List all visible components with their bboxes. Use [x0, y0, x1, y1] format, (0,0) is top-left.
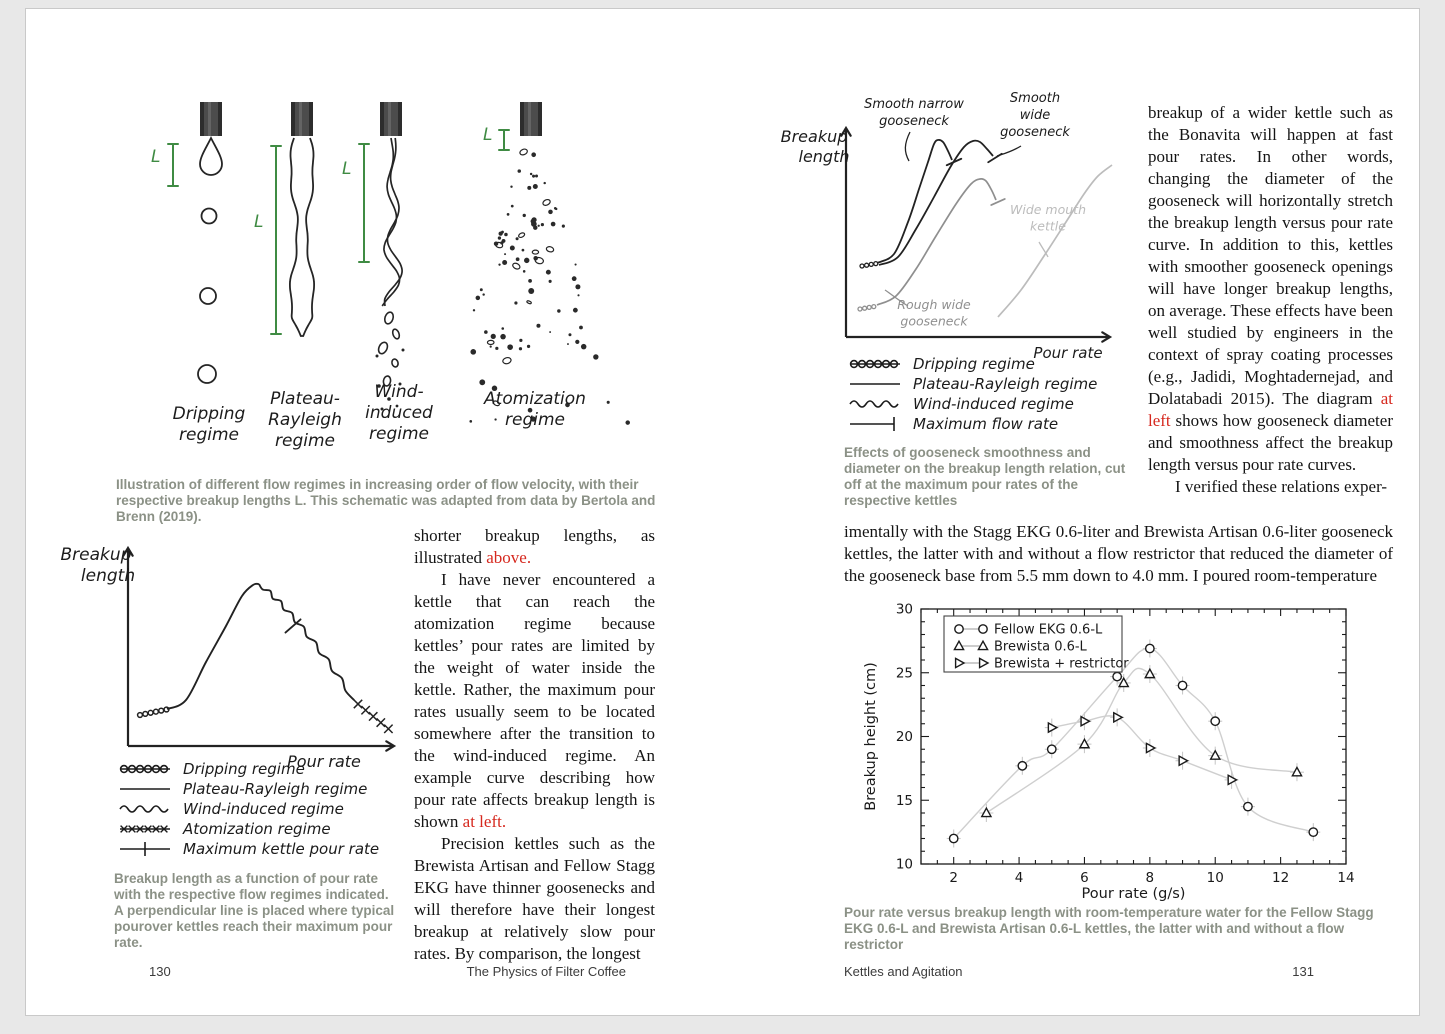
legend-label: Wind-induced regime — [183, 800, 344, 818]
line-legend-symbol — [118, 781, 174, 797]
dripping-segment — [143, 712, 148, 717]
smooth-narrow-curve — [877, 140, 952, 263]
length-bracket — [168, 144, 178, 186]
line-legend-symbol — [848, 376, 904, 392]
plot-legend-label: Brewista 0.6-L — [994, 639, 1087, 655]
crossref-text: above. — [486, 548, 532, 567]
y-axis-label: Breakup — [780, 127, 848, 146]
annotation-wide-mouth: kettle — [1030, 218, 1066, 234]
right-page-footer — [844, 964, 1314, 979]
wind-induced-segment — [259, 584, 354, 700]
breakup-length-symbol: L — [483, 125, 493, 145]
annotation-rough-wide: gooseneck — [900, 313, 968, 329]
y-tick-label: 15 — [895, 792, 913, 809]
body-text-run: Precision kettles such as the Brewista Artisan and Fellow Stagg EKG have thinner goosenecks and will therefore have their longest breakup at relatively slow pour rates. By comparison, the longest — [414, 834, 655, 963]
x-tick-label: 8 — [1145, 870, 1155, 886]
annotation-smooth-narrow: gooseneck — [879, 114, 949, 129]
length-bracket — [271, 146, 281, 334]
crossref-text: at left. — [462, 812, 507, 831]
gooseneck-sketch-legend — [848, 354, 1097, 434]
falling-drop — [200, 288, 216, 304]
annotation-rough-wide: Rough wide — [897, 297, 971, 312]
dripping-segment — [159, 708, 164, 713]
left-text-column — [414, 525, 655, 965]
legend-entry — [848, 354, 1097, 374]
regime-label: induced — [365, 403, 433, 423]
regime-label: regime — [505, 410, 565, 430]
breakup-height-plot — [856, 599, 1371, 901]
book-spread-page — [25, 8, 1420, 1016]
x-tick-label: 2 — [949, 870, 958, 886]
rayleigh-segment — [167, 584, 259, 709]
smooth-wide-curve — [879, 141, 993, 265]
legend-label: Wind-induced regime — [913, 395, 1074, 413]
y-tick-label: 30 — [895, 601, 913, 618]
legend-entry — [118, 779, 379, 799]
max-pour-rate-tick — [991, 199, 1005, 205]
regime-label: Wind- — [374, 382, 424, 402]
gooseneck-sketch-chart — [776, 91, 1126, 369]
dripping-segment — [148, 710, 153, 715]
plot-y-axis-label: Breakup height (cm) — [863, 662, 879, 811]
y-tick-label: 20 — [895, 729, 913, 745]
plot-legend-label: Fellow EKG 0.6-L — [994, 622, 1103, 638]
data-point-circle — [1113, 672, 1121, 680]
figure-caption-regimes: Illustration of different flow regimes in increasing order of flow velocity, with their respective breakup lengths L. This schematic was adapted from data by Bertola and Brenn (2019). — [116, 477, 656, 524]
falling-drop — [202, 209, 217, 224]
liquid-column — [290, 138, 314, 336]
droplet-dot — [376, 355, 379, 358]
legend-entry — [118, 839, 379, 859]
kettle-nozzle — [380, 102, 402, 136]
legend-entry — [848, 394, 1097, 414]
y-tick-label: 10 — [895, 856, 913, 873]
x-axis-label: Pour rate — [287, 752, 361, 771]
paragraph — [414, 569, 655, 833]
wide-paragraph — [844, 521, 1393, 587]
circles-legend-symbol — [848, 356, 904, 372]
annotation-smooth-wide: gooseneck — [1000, 125, 1070, 140]
y-axis-label: Breakup — [60, 545, 132, 565]
plot-legend — [944, 616, 1129, 672]
annotation-smooth-wide: Smooth — [1009, 91, 1061, 106]
page-number-right: 131 — [1292, 964, 1314, 979]
x-tick-label: 10 — [1206, 870, 1224, 886]
right-text-column — [1148, 102, 1393, 498]
dripping-segment — [138, 713, 143, 718]
body-text-run: breakup of a wider kettle such as the Bonavita will happen at fast pour rates. In other words, changing the diameter of the gooseneck will horizontally stretch the breakup length versus pour rate curve. In addition to this, kettles with smoother gooseneck openings will have longer breakup lengths, on average. These effects have been well studied by engineers in the context of spray coating processes (e.g., Jadidi, Moghtadernejad, and Dolatabadi 2015). The diagram — [1148, 103, 1393, 408]
legend-label: Plateau-Rayleigh regime — [183, 780, 368, 798]
body-text-run: I have never encountered a kettle that can reach the atomization regime because kettles’ pour rates are limited by the weight of water inside the kettle. Rather, the maximum pour rates usually seem to be located somewhere after the transition to the wind-induced regime. An example curve describing how pour rate affects breakup length is shown — [414, 570, 655, 831]
data-point-circle — [955, 625, 963, 633]
body-text-run: I verified these relations exper- — [1175, 477, 1388, 496]
data-point-circle — [1048, 745, 1056, 753]
regime-label: regime — [179, 425, 239, 445]
legend-label: Plateau-Rayleigh regime — [913, 375, 1098, 393]
regime-label: Plateau- — [270, 389, 340, 409]
breakup-length-symbol: L — [342, 159, 352, 179]
x-tick-label: 12 — [1272, 870, 1290, 886]
x-tick-label: 4 — [1014, 870, 1024, 886]
paragraph: imentally with the Stagg EKG 0.6-liter and Brewista Artisan 0.6-liter gooseneck kettles, the latter with and without a flow restrictor that reduced the diameter of the gooseneck base from 5.5 mm down to 4.0 mm. I poured room-temperature — [844, 522, 1393, 585]
data-point-circle — [979, 625, 987, 633]
regime-label: Dripping — [172, 404, 246, 424]
figure-caption-plot: Pour rate versus breakup length with room-temperature water for the Fellow Stagg EKG 0.6-L and Brewista Artisan 0.6-L kettles, the latter with and without a flow restrictor — [844, 905, 1374, 952]
breakup-length-sketch-chart — [56, 534, 406, 784]
y-axis-label: length — [798, 147, 850, 166]
annotation-smooth-narrow: Smooth narrow — [864, 97, 964, 112]
paragraph — [414, 833, 655, 965]
legend-entry — [118, 799, 379, 819]
legend-entry — [118, 819, 379, 839]
kettle-nozzle — [200, 102, 222, 136]
sketch-chart-legend — [118, 759, 379, 859]
dripping-segment — [154, 709, 159, 714]
length-bracket — [499, 130, 509, 150]
paragraph — [1148, 476, 1393, 498]
rough-wide-curve — [877, 179, 996, 305]
data-point-circle — [1018, 762, 1026, 770]
annotation-smooth-wide: wide — [1019, 108, 1051, 123]
wide-mouth-curve — [998, 165, 1112, 317]
data-point-circle — [1178, 681, 1186, 689]
falling-drop — [198, 365, 216, 383]
crossref-text: at left — [1148, 389, 1393, 430]
legend-entry — [118, 759, 379, 779]
left-page-footer — [149, 964, 626, 979]
data-point-circle — [1146, 644, 1154, 652]
wavy-legend-symbol — [848, 396, 904, 412]
breakup-blob — [391, 358, 399, 367]
droplet-dot — [402, 349, 405, 352]
flow-regimes-illustration — [121, 94, 666, 479]
legend-label: Maximum kettle pour rate — [183, 840, 380, 858]
section-title: Kettles and Agitation — [844, 964, 963, 979]
tick-mid-legend-symbol — [118, 841, 174, 857]
figure-caption-sketch-chart: Breakup length as a function of pour rate with the respective flow regimes indicated. A perpendicular line is placed where typical pourover kettles reach their maximum pour rate. — [114, 871, 395, 950]
tick-end-legend-symbol — [848, 416, 904, 432]
book-title: The Physics of Filter Coffee — [466, 964, 626, 979]
paragraph — [1148, 102, 1393, 476]
length-bracket — [359, 144, 369, 262]
data-point-circle — [1211, 717, 1219, 725]
breakup-length-symbol: L — [254, 212, 264, 232]
wavy-legend-symbol — [118, 801, 174, 817]
pendant-drop — [200, 138, 222, 175]
x-tick-label: 6 — [1080, 870, 1089, 886]
legend-label: Dripping regime — [913, 355, 1035, 373]
plot-x-axis-label: Pour rate (g/s) — [1081, 886, 1186, 902]
kettle-nozzle — [520, 102, 542, 136]
legend-entry — [848, 374, 1097, 394]
plot-legend-label: Brewista + restrictor — [994, 656, 1129, 672]
data-point-circle — [1309, 828, 1317, 836]
kettle-nozzle — [291, 102, 313, 136]
y-tick-label: 25 — [895, 665, 913, 682]
regime-label: regime — [275, 431, 335, 451]
regime-label: Atomization — [484, 389, 586, 409]
body-text-run: shows how gooseneck diameter and smoothness affect the breakup length versus pour rate curves. — [1148, 411, 1393, 474]
circles-legend-symbol — [118, 761, 174, 777]
x-tick-label: 14 — [1337, 870, 1355, 886]
paragraph — [414, 525, 655, 569]
data-point-circle — [949, 834, 957, 842]
body-text-run: shorter breakup lengths, as illustrated — [414, 526, 655, 567]
regime-label: Rayleigh — [268, 410, 342, 430]
breakup-blob — [383, 311, 394, 325]
annotation-wide-mouth: Wide mouth — [1009, 202, 1087, 217]
breakup-blob — [377, 341, 389, 355]
max-pour-rate-tick — [285, 619, 300, 632]
y-axis-label: length — [80, 566, 136, 586]
breakup-blob — [391, 328, 400, 339]
atomization-spray — [469, 148, 630, 425]
breakup-length-symbol: L — [151, 147, 161, 167]
regime-label: regime — [369, 424, 429, 444]
x-axis-label: Pour rate — [1033, 344, 1103, 362]
data-point-circle — [1244, 802, 1252, 810]
crosses-legend-symbol — [118, 821, 174, 837]
page-number-left: 130 — [149, 964, 171, 979]
legend-label: Maximum flow rate — [913, 415, 1059, 433]
legend-label: Dripping regime — [183, 760, 305, 778]
wavy-stream — [382, 138, 399, 306]
legend-entry — [848, 414, 1097, 434]
legend-label: Atomization regime — [183, 820, 331, 838]
figure-caption-gooseneck-chart: Effects of gooseneck smoothness and diameter on the breakup length relation, cut off at the maximum pour rates of the respective kettles — [844, 445, 1126, 508]
